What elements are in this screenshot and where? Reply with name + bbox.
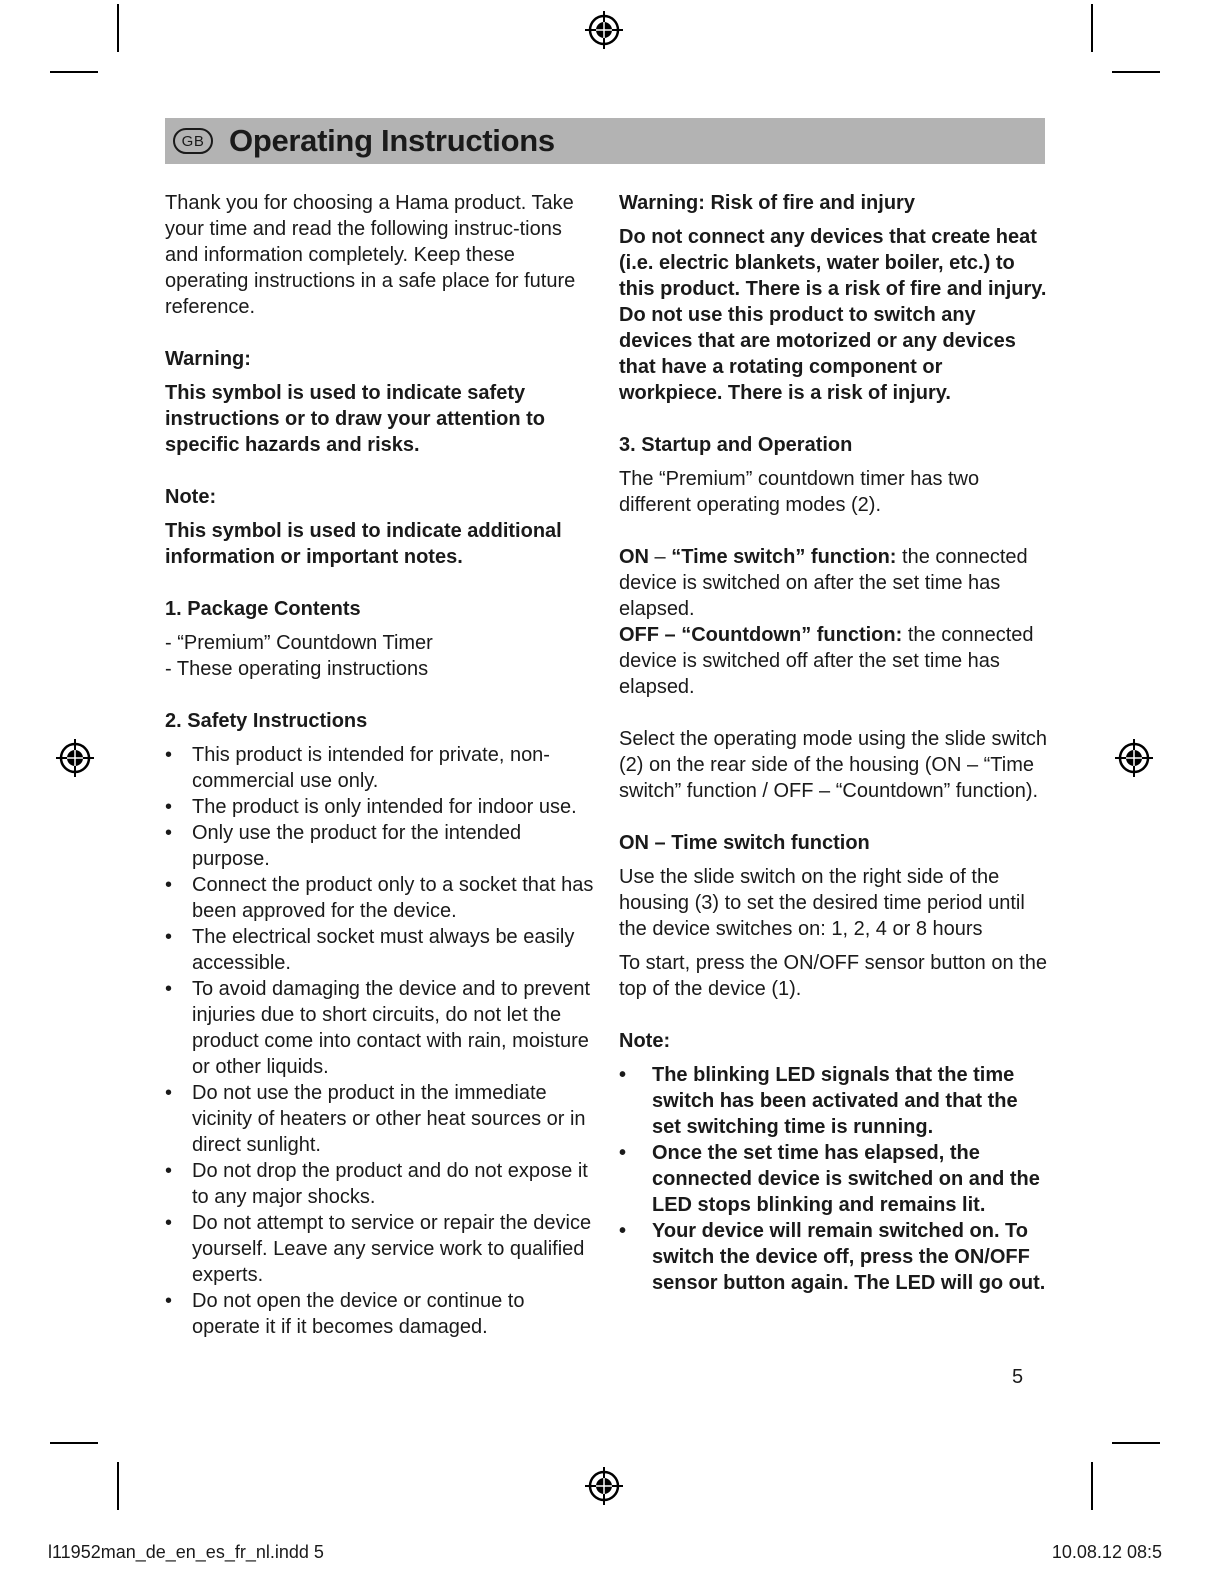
registration-mark-icon <box>584 1466 624 1506</box>
list-item: • The electrical socket must always be easily accessible. <box>165 924 595 976</box>
file-slug: l11952man_de_en_es_fr_nl.indd 5 <box>48 1542 324 1562</box>
on-function-text: the connected device is switched on after the set time has elapsed. <box>619 546 1028 620</box>
list-item: • Only use the product for the intended purpose. <box>165 820 595 872</box>
intro-paragraph: Thank you for choosing a Hama product. Take your time and read the following instruc-tions and information completely. Keep these operating instructions in a safe place for future reference. <box>165 192 576 318</box>
crop-mark <box>50 1442 98 1444</box>
select-mode-text: Select the operating mode using the slide switch (2) on the rear side of the housing (ON – “Time switch” function / OFF – “Countdown” function). <box>619 728 1048 802</box>
package-contents-list <box>165 630 595 682</box>
on-mode-paragraph <box>619 544 1049 622</box>
crop-mark <box>117 4 119 52</box>
list-item: • The blinking LED signals that the time switch has been activated and that the set switching time is running. <box>619 1062 1049 1140</box>
note-text: This symbol is used to indicate additional information or important notes. <box>165 520 562 568</box>
off-function-text: the connected device is switched off after the set time has elapsed. <box>619 624 1034 698</box>
list-item: • Do not drop the product and do not expose it to any major shocks. <box>165 1158 595 1210</box>
safety-instructions-list <box>165 742 595 1340</box>
crop-mark <box>1112 1442 1160 1444</box>
note-list <box>619 1062 1049 1296</box>
list-item: - “Premium” Countdown Timer <box>165 632 433 654</box>
safety-instructions-heading: 2. Safety Instructions <box>165 710 368 732</box>
registration-mark-icon <box>1114 738 1154 778</box>
list-item: • Do not use the product in the immediate vicinity of heaters or other heat sources or in direct sunlight. <box>165 1080 595 1158</box>
startup-heading: 3. Startup and Operation <box>619 434 853 456</box>
registration-mark-icon <box>55 738 95 778</box>
start-text: To start, press the ON/OFF sensor button on the top of the device (1). <box>619 952 1047 1000</box>
list-item: • This product is intended for private, non-commercial use only. <box>165 742 595 794</box>
note-label: Note: <box>165 486 217 508</box>
startup-text: The “Premium” countdown timer has two different operating modes (2). <box>619 468 980 516</box>
crop-mark <box>50 71 98 73</box>
off-function-label: OFF – “Countdown” function: <box>619 624 903 646</box>
warning-label: Warning: <box>165 348 251 370</box>
section-header <box>165 118 1045 164</box>
left-column <box>165 190 595 1340</box>
fire-warning-text: Do not connect any devices that create heat (i.e. electric blankets, water boiler, etc.) to this product. There is a risk of fire and injury. Do not use this product to switch any devices that are motorized or any devices that have a rotating component or workpiece. There is a risk of injury. <box>619 226 1047 404</box>
language-badge: GB <box>173 128 213 154</box>
date-slug: 10.08.12 08:5 <box>1051 1542 1162 1562</box>
on-lead: ON <box>619 546 649 568</box>
list-item: - These operating instructions <box>165 658 429 680</box>
time-switch-heading: ON – Time switch function <box>619 832 870 854</box>
list-item: • Your device will remain switched on. To switch the device off, press the ON/OFF sensor button again. The LED will go out. <box>619 1218 1049 1296</box>
list-item: • Once the set time has elapsed, the connected device is switched on and the LED stops blinking and remains lit. <box>619 1140 1049 1218</box>
page-title: Operating Instructions <box>229 123 555 158</box>
crop-mark <box>1091 1462 1093 1510</box>
package-contents-heading: 1. Package Contents <box>165 598 361 620</box>
on-function-label: “Time switch” function: <box>671 546 897 568</box>
list-item: • Connect the product only to a socket that has been approved for the device. <box>165 872 595 924</box>
right-column <box>619 190 1049 1296</box>
crop-mark <box>1112 71 1160 73</box>
off-mode-paragraph <box>619 622 1049 700</box>
crop-mark <box>1091 4 1093 52</box>
on-dash: – <box>649 546 672 568</box>
fire-warning-heading: Warning: Risk of fire and injury <box>619 192 915 214</box>
registration-mark-icon <box>584 10 624 50</box>
list-item: • Do not attempt to service or repair the device yourself. Leave any service work to qualified experts. <box>165 1210 595 1288</box>
crop-mark <box>117 1462 119 1510</box>
slide-switch-text: Use the slide switch on the right side of the housing (3) to set the desired time period until the device switches on: 1, 2, 4 or 8 hours <box>619 866 1025 940</box>
note-label: Note: <box>619 1030 671 1052</box>
list-item: • Do not open the device or continue to operate it if it becomes damaged. <box>165 1288 595 1340</box>
list-item: • The product is only intended for indoor use. <box>165 794 595 820</box>
warning-text: This symbol is used to indicate safety instructions or to draw your attention to specific hazards and risks. <box>165 382 545 456</box>
page-number: 5 <box>1012 1366 1024 1388</box>
list-item: • To avoid damaging the device and to prevent injuries due to short circuits, do not let the product come into contact with rain, moisture or other liquids. <box>165 976 595 1080</box>
